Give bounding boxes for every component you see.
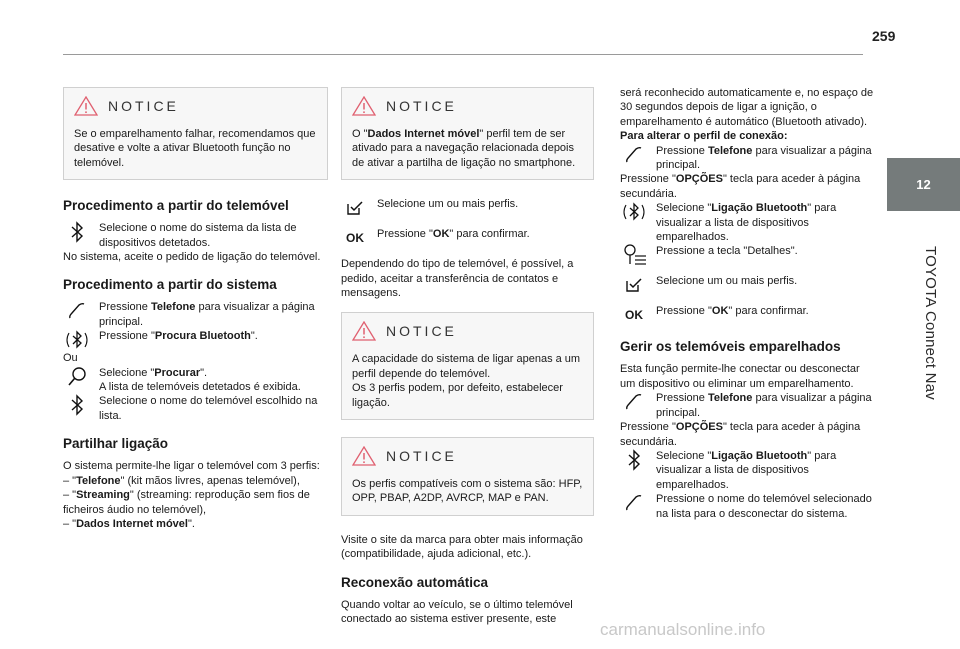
subheading-text: Para alterar o perfil de conexão: — [620, 130, 788, 143]
notice-text: Os 3 perfis podem, por defeito, estabelecer ligação. — [352, 382, 563, 409]
list-keyword: Dados Internet móvel — [76, 517, 188, 530]
paragraph: Visite o site da marca para obter mais informação (compatibilidade, ajuda adicional, etc.). — [341, 533, 583, 561]
notice-keyword: Dados Internet móvel — [367, 128, 480, 140]
step-item — [620, 274, 878, 296]
details-icon — [621, 243, 647, 267]
step-keyword: Procurar — [154, 366, 201, 379]
paragraph: será reconhecido automaticamente e, no espaço de 30 segundos depois de ligar a ignição, o emparelhamento é automático (Bluetooth ativado). — [620, 87, 874, 128]
step-text: Pressione a tecla "Detalhes". — [656, 245, 798, 258]
step-item — [341, 227, 594, 249]
step-text: para visualizar a página principal. — [656, 144, 872, 172]
list-text: – " — [63, 517, 77, 530]
step-text: Selecione um ou mais perfis. — [377, 198, 519, 211]
step-text: Pressione " — [377, 228, 433, 241]
step-text: ". — [250, 330, 258, 343]
list-text: " (kit mãos livres, apenas telemóvel), — [120, 474, 300, 487]
step-text: Pressione " — [656, 305, 712, 318]
notice-text: A capacidade do sistema de ligar apenas a um perfil depende do telemóvel. — [352, 353, 581, 380]
paragraph: Esta função permite-lhe conectar ou desconectar um dispositivo ou eliminar um emparelhamento. — [620, 363, 860, 390]
step-keyword: Ligação Bluetooth — [711, 449, 808, 462]
phone-handset-icon — [624, 493, 644, 513]
watermark: carmanualsonline.info — [600, 620, 766, 639]
list-text: ". — [187, 517, 195, 530]
notice-text — [352, 127, 583, 170]
step-text: ". — [200, 366, 208, 379]
notice-text: Os perfis compatíveis com o sistema são: HFP, OPP, PBAP, A2DP, AVRCP, MAP e PAN. — [352, 478, 583, 505]
step-text: Selecione o nome do sistema da lista de dispositivos detetados. — [99, 222, 297, 249]
paragraph: No sistema, aceite o pedido de ligação do telemóvel. — [63, 251, 321, 264]
warning-icon — [74, 96, 98, 116]
step-text: Selecione " — [99, 366, 155, 379]
step-text: " tecla para aceder à página secundária. — [620, 173, 861, 200]
notice-box — [341, 87, 594, 180]
notice-title: NOTICE — [386, 97, 457, 114]
notice-text-part: " perfil tem de ser ativado para a navegação relacionada depois de ativar a partilha de ligação no smartphone. — [352, 128, 576, 169]
column-2 — [341, 87, 594, 627]
list-text: – " — [63, 474, 77, 487]
step-item — [620, 449, 878, 492]
notice-text-part: O " — [352, 128, 368, 140]
column-1 — [63, 87, 328, 531]
step-item — [620, 492, 878, 521]
search-icon — [67, 366, 87, 388]
step-keyword: Ligação Bluetooth — [711, 202, 808, 215]
notice-title: NOTICE — [108, 97, 179, 114]
paragraph: Quando voltar ao veículo, se o último telemóvel conectado ao sistema estiver presente, este — [341, 598, 573, 626]
ok-icon: OK — [346, 231, 364, 246]
list-keyword: Telefone — [76, 474, 121, 487]
list-text: " (streaming: reprodução sem fios de ficheiros áudio no telemóvel), — [63, 489, 310, 516]
step-item — [620, 391, 878, 420]
step-item — [341, 197, 594, 219]
step-keyword: OPÇÕES — [675, 421, 723, 434]
step-text: " para confirmar. — [728, 305, 809, 318]
step-item — [620, 244, 878, 266]
paragraph: Dependendo do tipo de telemóvel, é possível, a pedido, aceitar a transferência de contatos e mensagens. — [341, 258, 574, 300]
paragraph — [620, 420, 878, 449]
bluetooth-icon — [70, 394, 84, 416]
list-item — [63, 474, 328, 488]
warning-icon — [352, 321, 376, 341]
step-text: Pressione " — [99, 330, 155, 343]
column-3 — [620, 86, 878, 521]
step-text: para visualizar a página principal. — [99, 301, 315, 328]
notice-title: NOTICE — [386, 447, 457, 464]
phone-handset-icon — [624, 392, 644, 412]
step-text: Pressione " — [620, 173, 676, 186]
notice-title: NOTICE — [386, 323, 457, 340]
step-text: Pressione — [656, 392, 708, 405]
step-text: para visualizar a página principal. — [656, 392, 872, 419]
section-heading: Gerir os telemóveis emparelhados — [620, 339, 841, 355]
step-text: Selecione " — [656, 202, 712, 215]
step-item — [63, 329, 328, 351]
list-text: – " — [63, 489, 77, 502]
chapter-tab[interactable]: 12 — [887, 158, 960, 211]
warning-icon — [352, 446, 376, 466]
step-text: " tecla para aceder à página secundária. — [620, 421, 861, 448]
step-text: " para visualizar a lista de dispositivos emparelhados. — [656, 202, 837, 244]
step-item — [63, 366, 328, 395]
step-item — [620, 201, 878, 244]
step-text: Pressione — [656, 144, 708, 157]
section-heading: Procedimento a partir do telemóvel — [63, 198, 289, 214]
checkbox-icon — [346, 199, 364, 217]
step-keyword: OK — [711, 305, 729, 318]
ok-icon: OK — [625, 308, 643, 323]
subheading — [620, 129, 878, 143]
chapter-title: TOYOTA Connect Nav — [922, 246, 939, 400]
notice-box — [341, 312, 594, 420]
notice-text: Se o emparelhamento falhar, recomendamos que desative e volte a ativar Bluetooth função no telemóvel. — [74, 128, 316, 169]
bluetooth-search-icon — [64, 329, 90, 351]
step-text: Pressione o nome do telemóvel selecionado na lista para o desconectar do sistema. — [656, 493, 872, 520]
bluetooth-icon — [627, 449, 641, 471]
section-heading: Procedimento a partir do sistema — [63, 277, 277, 293]
step-text: Pressione " — [620, 421, 676, 434]
step-item — [620, 304, 878, 326]
phone-handset-icon — [67, 301, 87, 321]
step-text: A lista de telemóveis detetados é exibida. — [99, 381, 301, 394]
step-text: Selecione " — [656, 449, 712, 462]
step-text: " para confirmar. — [449, 228, 530, 241]
section-heading: Reconexão automática — [341, 574, 489, 590]
step-keyword: Telefone — [707, 392, 753, 405]
list-item — [63, 517, 328, 531]
warning-icon — [352, 96, 376, 116]
notice-box — [341, 437, 594, 516]
step-keyword: Telefone — [150, 301, 196, 314]
notice-box — [63, 87, 328, 180]
step-text: Pressione — [99, 301, 151, 314]
list-keyword: Streaming — [76, 489, 130, 502]
step-text: " para visualizar a lista de dispositivos emparelhados. — [656, 449, 837, 491]
step-item — [63, 394, 328, 423]
paragraph: Ou — [63, 352, 78, 365]
bluetooth-search-icon — [621, 201, 647, 223]
step-item — [63, 300, 328, 329]
step-item — [620, 144, 878, 173]
phone-handset-icon — [624, 145, 644, 165]
page-number: 259 — [872, 28, 896, 44]
header-divider — [63, 54, 863, 55]
step-keyword: Procura Bluetooth — [154, 330, 251, 343]
bluetooth-icon — [70, 221, 84, 243]
paragraph — [620, 172, 878, 201]
step-item — [63, 221, 328, 250]
checkbox-icon — [625, 276, 643, 294]
step-text: Selecione um ou mais perfis. — [656, 275, 798, 288]
step-text: Selecione o nome do telemóvel escolhido na lista. — [99, 395, 318, 422]
step-keyword: Telefone — [707, 144, 753, 157]
step-keyword: OK — [432, 228, 450, 241]
list-item — [63, 488, 328, 517]
step-keyword: OPÇÕES — [675, 173, 723, 186]
paragraph: O sistema permite-lhe ligar o telemóvel com 3 perfis: — [63, 460, 320, 473]
section-heading: Partilhar ligação — [63, 436, 169, 452]
